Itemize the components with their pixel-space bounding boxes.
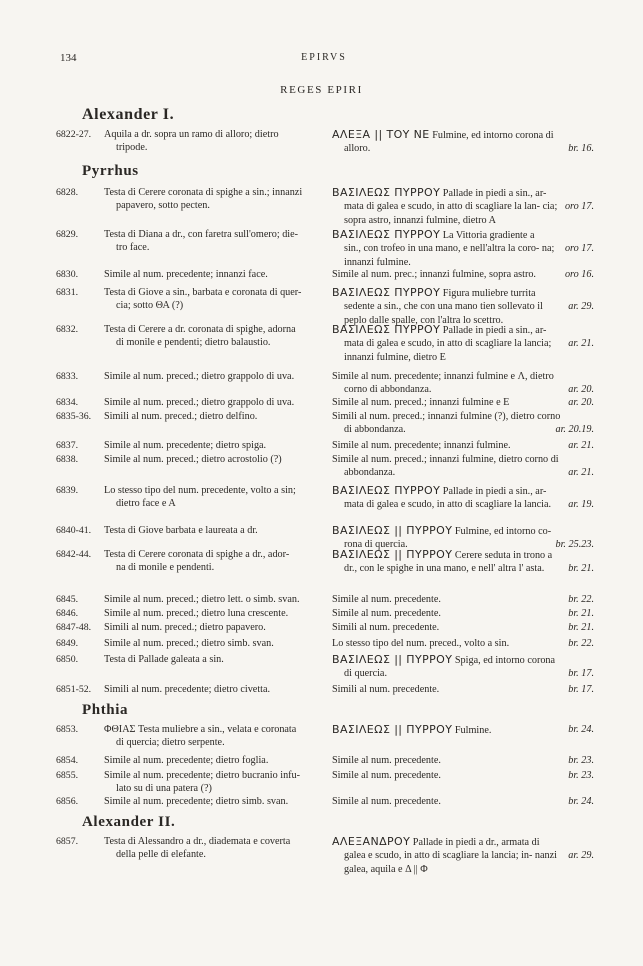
weight-reference: br. 17.: [568, 668, 594, 680]
reverse-column: [332, 128, 594, 156]
entry-number: 6842-44.: [56, 549, 92, 560]
weight-reference: ar. 21.: [568, 467, 594, 479]
obverse-description: [104, 439, 314, 452]
obverse-description: [104, 453, 314, 466]
reverse-column: [332, 548, 594, 576]
obverse-column: [56, 286, 314, 313]
obverse-description: [104, 186, 314, 213]
obverse-column: [56, 769, 314, 796]
reverse-legend: ΒΑΣΙΛΕΩΣ ΠΥΡΡΟΥ: [332, 186, 441, 199]
obverse-description: [104, 795, 314, 808]
obverse-line: Simile al num. precedente; dietro spiga.: [104, 440, 267, 451]
obverse-line: Testa di Alessandro a dr., diademata e coverta: [104, 836, 291, 847]
reverse-line: [332, 453, 594, 466]
obverse-description: [104, 723, 314, 750]
reverse-legend: ΒΑΣΙΛΕΩΣ || ΠΥΡΡΟΥ: [332, 524, 453, 537]
king-heading-phthia: Phthia: [82, 702, 129, 718]
obverse-line: Simile al num. precedente; dietro bucranio infu-: [104, 770, 301, 781]
reverse-line: [332, 128, 594, 142]
reverse-line: [332, 439, 594, 452]
obverse-line: Testa di Giove barbata e laureata a dr.: [104, 525, 258, 536]
reverse-line: [332, 637, 594, 650]
obverse-description: [104, 323, 314, 350]
weight-reference: oro 17.: [564, 201, 594, 213]
reverse-column: [332, 286, 594, 327]
reverse-column: [332, 637, 594, 650]
obverse-description: [104, 607, 314, 620]
reverse-column: [332, 453, 594, 480]
entry-number: 6834.: [56, 397, 79, 408]
reverse-continuation: [332, 849, 594, 876]
reverse-text: Lo stesso tipo del num. preced., volto a sin.: [332, 638, 510, 649]
reverse-text: Pallade in piedi a dr., armata di: [412, 837, 540, 848]
reverse-continuation: [332, 562, 594, 575]
entry-number: 6838.: [56, 454, 79, 465]
obverse-line: Lo stesso tipo del num. precedente, volto a sin;: [104, 485, 296, 496]
weight-reference: oro 16.: [564, 269, 594, 280]
reverse-line: [332, 795, 594, 808]
obverse-description: [104, 410, 314, 423]
obverse-column: [56, 484, 314, 511]
entry-number: 6849.: [56, 638, 79, 649]
weight-reference: br. 16.: [568, 143, 594, 155]
entry-number: 6835-36.: [56, 411, 92, 422]
reverse-text: Fulmine, ed intorno co-: [454, 526, 552, 537]
obverse-line: Testa di Cerere coronata di spighe a sin.; innanzi: [104, 187, 303, 198]
reverse-column: [332, 410, 594, 437]
page-number: 134: [60, 52, 77, 64]
reverse-column: [332, 268, 594, 281]
reverse-column: [332, 723, 594, 737]
obverse-line: Simili al num. precedente; dietro civetta.: [104, 684, 271, 695]
reverse-text: Simili al num. precedente.: [332, 684, 440, 695]
obverse-line: della pelle di elefante.: [116, 849, 206, 861]
reverse-continuation-text: mata di galea e scudo, in atto di scagliare la lan- cia; sopra astro, innanzi fulmine, dietro A: [344, 201, 558, 226]
reverse-legend: ΒΑΣΙΛΕΩΣ ΠΥΡΡΟΥ: [332, 228, 441, 241]
obverse-line: Simili al num. preced.; dietro delfino.: [104, 411, 258, 422]
obverse-line: Aquila a dr. sopra un ramo di alloro; dietro: [104, 129, 279, 140]
obverse-description: [104, 769, 314, 796]
running-title: EPIRVS: [301, 52, 347, 63]
reverse-column: [332, 370, 594, 397]
reverse-line: [332, 723, 594, 737]
entry-number: 6854.: [56, 755, 79, 766]
entry-number: 6839.: [56, 485, 79, 496]
obverse-description: [104, 286, 314, 313]
obverse-description: [104, 683, 314, 696]
obverse-description: [104, 593, 314, 606]
reverse-legend: ΑΛΕΞΑ || ΤΟΥ ΝΕ: [332, 128, 430, 141]
weight-reference: br. 21.: [568, 622, 594, 633]
reverse-column: [332, 396, 594, 409]
weight-reference: br. 22.: [568, 638, 594, 649]
reverse-continuation: [332, 498, 594, 511]
obverse-line: lato su di una patera (?): [116, 783, 212, 795]
entry-number: 6846.: [56, 608, 79, 619]
obverse-description: [104, 524, 314, 537]
reverse-continuation: [332, 466, 594, 479]
reverse-column: [332, 228, 594, 269]
reverse-line: [332, 524, 594, 538]
obverse-description: [104, 548, 314, 575]
reverse-line: [332, 621, 594, 634]
reverse-column: [332, 593, 594, 606]
obverse-description: [104, 653, 314, 666]
reverse-continuation-text: di quercia.: [344, 668, 387, 680]
reverse-legend: ΒΑΣΙΛΕΩΣ || ΠΥΡΡΟΥ: [332, 723, 453, 736]
obverse-line: Simile al num. precedente; innanzi face.: [104, 269, 268, 280]
obverse-description: [104, 268, 314, 281]
obverse-column: [56, 524, 314, 537]
obverse-column: [56, 621, 314, 634]
reverse-text: Simile al num. precedente.: [332, 594, 441, 605]
reverse-column: [332, 835, 594, 876]
reverse-text: Pallade in piedi a sin., ar-: [442, 325, 547, 336]
weight-reference: ar. 29.: [568, 850, 594, 862]
reverse-legend: ΑΛΕΞΑΝΔΡΟΥ: [332, 835, 411, 848]
reverse-line: [332, 484, 594, 498]
weight-reference: br. 23.: [568, 770, 594, 781]
weight-reference: br. 21.: [568, 608, 594, 619]
reverse-continuation-text: sin., con trofeo in una mano, e nell'altra la coro- na; innanzi fulmine.: [344, 243, 555, 268]
obverse-description: [104, 370, 314, 383]
obverse-description: [104, 484, 314, 511]
obverse-line: Testa di Cerere coronata di spighe a dr., ador-: [104, 549, 290, 560]
reverse-text: Simile al num. preced.; innanzi fulmine, dietro corno di: [332, 454, 559, 465]
obverse-column: [56, 370, 314, 383]
reverse-column: [332, 186, 594, 227]
reverse-line: [332, 653, 594, 667]
weight-reference: br. 24.: [568, 724, 594, 735]
reverse-text: Fulmine.: [454, 725, 492, 736]
obverse-line: Testa di Diana a dr., con faretra sull'omero; die-: [104, 229, 299, 240]
reverse-text: Pallade in piedi a sin., ar-: [442, 188, 547, 199]
reverse-continuation-text: alloro.: [344, 143, 371, 155]
entry-number: 6857.: [56, 836, 79, 847]
running-head: [60, 52, 588, 66]
obverse-line: dietro face e A: [116, 498, 176, 510]
obverse-line: Simile al num. precedente; dietro foglia.: [104, 755, 269, 766]
reverse-line: [332, 683, 594, 696]
reverse-text: Simile al num. precedente; innanzi fulmine e Λ, dietro: [332, 371, 554, 382]
reverse-line: [332, 410, 594, 423]
obverse-column: [56, 323, 314, 350]
reverse-line: [332, 607, 594, 620]
obverse-line: di quercia; dietro serpente.: [116, 737, 225, 749]
obverse-line: Testa di Giove a sin., barbata e coronata di quer-: [104, 287, 302, 298]
reverse-text: Figura muliebre turrita: [442, 288, 536, 299]
obverse-description: [104, 396, 314, 409]
reverse-line: [332, 268, 594, 281]
reverse-continuation: [332, 337, 594, 364]
reverse-column: [332, 607, 594, 620]
entry-number: 6833.: [56, 371, 79, 382]
weight-reference: ar. 20.: [568, 384, 594, 396]
reverse-legend: ΒΑΣΙΛΕΩΣ ΠΥΡΡΟΥ: [332, 286, 441, 299]
obverse-column: [56, 453, 314, 466]
obverse-column: [56, 835, 314, 862]
entry-number: 6840-41.: [56, 525, 92, 536]
reverse-line: [332, 228, 594, 242]
reverse-continuation: [332, 242, 594, 269]
reverse-line: [332, 593, 594, 606]
obverse-line: tripode.: [116, 142, 148, 154]
reverse-text: Simile al num. preced.; innanzi fulmine e E: [332, 397, 510, 408]
obverse-line: na di monile e pendenti.: [116, 562, 215, 574]
reverse-continuation-text: mata di galea e scudo, in atto di scagliare la lancia; innanzi fulmine, dietro E: [344, 338, 552, 363]
obverse-column: [56, 795, 314, 808]
entry-number: 6829.: [56, 229, 79, 240]
obverse-description: [104, 754, 314, 767]
weight-reference: br. 23.: [568, 755, 594, 766]
obverse-line: di monile e pendenti; dietro balaustio.: [116, 337, 271, 349]
obverse-description: [104, 128, 314, 155]
reverse-column: [332, 769, 594, 782]
obverse-column: [56, 653, 314, 666]
weight-reference: br. 25.23.: [555, 539, 594, 551]
weight-reference: ar. 21.: [568, 338, 594, 350]
weight-reference: br. 24.: [568, 796, 594, 807]
obverse-column: [56, 396, 314, 409]
reverse-continuation-text: galea e scudo, in atto di scagliare la lancia; in- nanzi galea, aquila e Δ || Φ: [344, 850, 557, 875]
reverse-continuation: [332, 383, 594, 396]
obverse-description: [104, 835, 314, 862]
weight-reference: ar. 20.: [568, 397, 594, 408]
reverse-text: Simile al num. precedente.: [332, 608, 441, 619]
reverse-line: [332, 548, 594, 562]
entry-number: 6850.: [56, 654, 79, 665]
entry-number: 6822-27.: [56, 129, 92, 140]
obverse-line: Simile al num. preced.; dietro lett. o simb. svan.: [104, 594, 300, 605]
obverse-column: [56, 268, 314, 281]
obverse-line: Simile al num. precedente; dietro simb. svan.: [104, 796, 289, 807]
reverse-text: Pallade in piedi a sin., ar-: [442, 486, 547, 497]
entry-number: 6855.: [56, 770, 79, 781]
obverse-column: [56, 439, 314, 452]
reverse-continuation: [332, 200, 594, 227]
obverse-line: papavero, sotto pecten.: [116, 200, 210, 212]
reverse-continuation-text: corno di abbondanza.: [344, 384, 432, 396]
obverse-column: [56, 593, 314, 606]
reverse-line: [332, 396, 594, 409]
entry-number: 6845.: [56, 594, 79, 605]
reverse-line: [332, 186, 594, 200]
section-title: REGES EPIRI: [280, 84, 363, 96]
reverse-legend: ΒΑΣΙΛΕΩΣ || ΠΥΡΡΟΥ: [332, 653, 453, 666]
entry-number: 6856.: [56, 796, 79, 807]
obverse-line: Simile al num. preced.; dietro luna crescente.: [104, 608, 289, 619]
obverse-description: [104, 621, 314, 634]
weight-reference: br. 21.: [568, 563, 594, 575]
reverse-continuation: [332, 142, 594, 155]
obverse-line: Testa di Pallade galeata a sin.: [104, 654, 224, 665]
reverse-line: [332, 754, 594, 767]
reverse-legend: ΒΑΣΙΛΕΩΣ || ΠΥΡΡΟΥ: [332, 548, 453, 561]
reverse-continuation-text: dr., con le spighe in una mano, e nell' altra l' asta.: [344, 563, 545, 575]
reverse-line: [332, 835, 594, 849]
reverse-column: [332, 754, 594, 767]
reverse-column: [332, 323, 594, 364]
reverse-continuation: [332, 423, 594, 436]
reverse-text: Simili al num. preced.; innanzi fulmine (?), dietro corno: [332, 411, 561, 422]
king-heading-alexander-ii: Alexander II.: [82, 814, 176, 830]
reverse-continuation-text: mata di galea e scudo, in atto di scagliare la lancia.: [344, 499, 552, 511]
obverse-line: tro face.: [116, 242, 150, 254]
reverse-column: [332, 621, 594, 634]
obverse-column: [56, 754, 314, 767]
reverse-continuation: [332, 667, 594, 680]
reverse-text: Cerere seduta in trono a: [454, 550, 553, 561]
weight-reference: br. 22.: [568, 594, 594, 605]
obverse-line: Simile al num. preced.; dietro grappolo di uva.: [104, 397, 295, 408]
king-heading-pyrrhus: Pyrrhus: [82, 163, 139, 179]
obverse-column: [56, 723, 314, 750]
obverse-description: [104, 228, 314, 255]
reverse-continuation-text: rona di quercia.: [344, 539, 408, 551]
reverse-line: [332, 286, 594, 300]
reverse-legend: ΒΑΣΙΛΕΩΣ ΠΥΡΡΟΥ: [332, 484, 441, 497]
reverse-text: La Vittoria gradiente a: [442, 230, 535, 241]
obverse-column: [56, 607, 314, 620]
obverse-column: [56, 228, 314, 255]
obverse-line: Simile al num. preced.; dietro simb. svan.: [104, 638, 274, 649]
obverse-line: cia; sotto ΘΑ (?): [116, 300, 184, 312]
obverse-column: [56, 186, 314, 213]
obverse-column: [56, 683, 314, 696]
obverse-line: Simile al num. preced.; dietro grappolo di uva.: [104, 371, 295, 382]
reverse-column: [332, 795, 594, 808]
obverse-description: [104, 637, 314, 650]
reverse-text: Simile al num. precedente.: [332, 770, 441, 781]
weight-reference: ar. 29.: [568, 301, 594, 313]
entry-number: 6831.: [56, 287, 79, 298]
obverse-line: ΦΘΙΑΣ Testa muliebre a sin., velata e coronata: [104, 724, 297, 735]
reverse-text: Simile al num. precedente.: [332, 755, 441, 766]
reverse-line: [332, 370, 594, 383]
reverse-continuation-text: abbondanza.: [344, 467, 396, 479]
reverse-legend: ΒΑΣΙΛΕΩΣ ΠΥΡΡΟΥ: [332, 323, 441, 336]
entry-number: 6847-48.: [56, 622, 92, 633]
reverse-column: [332, 439, 594, 452]
entry-number: 6832.: [56, 324, 79, 335]
weight-reference: ar. 19.: [568, 499, 594, 511]
obverse-line: Simile al num. preced.; dietro acrostolio (?): [104, 454, 282, 465]
weight-reference: ar. 20.19.: [555, 424, 594, 436]
reverse-line: [332, 769, 594, 782]
obverse-column: [56, 548, 314, 575]
reverse-continuation-text: di abbondanza.: [344, 424, 406, 436]
entry-number: 6851-52.: [56, 684, 92, 695]
king-heading-alexander-i: Alexander I.: [82, 106, 175, 123]
entry-number: 6853.: [56, 724, 79, 735]
obverse-line: Simili al num. preced.; dietro papavero.: [104, 622, 266, 633]
entry-number: 6830.: [56, 269, 79, 280]
reverse-column: [332, 683, 594, 696]
reverse-text: Simile al num. prec.; innanzi fulmine, sopra astro.: [332, 269, 536, 280]
entry-number: 6837.: [56, 440, 79, 451]
weight-reference: oro 17.: [564, 243, 594, 255]
reverse-text: Fulmine, ed intorno corona di: [432, 130, 554, 141]
reverse-text: Simile al num. precedente; innanzi fulmine.: [332, 440, 511, 451]
reverse-text: Simili al num. precedente.: [332, 622, 440, 633]
reverse-text: Simile al num. precedente.: [332, 796, 441, 807]
obverse-column: [56, 637, 314, 650]
weight-reference: ar. 21.: [568, 440, 594, 451]
obverse-line: Testa di Cerere a dr. coronata di spighe, adorna: [104, 324, 296, 335]
weight-reference: br. 17.: [568, 684, 594, 695]
obverse-column: [56, 128, 314, 155]
reverse-column: [332, 484, 594, 512]
obverse-column: [56, 410, 314, 423]
reverse-line: [332, 323, 594, 337]
reverse-continuation-text: sedente a sin., che con una mano tien sollevato il peplo dalle spalle, con l'altra lo scettro.: [344, 301, 543, 326]
reverse-text: Spiga, ed intorno corona: [454, 655, 556, 666]
entry-number: 6828.: [56, 187, 79, 198]
reverse-column: [332, 653, 594, 681]
